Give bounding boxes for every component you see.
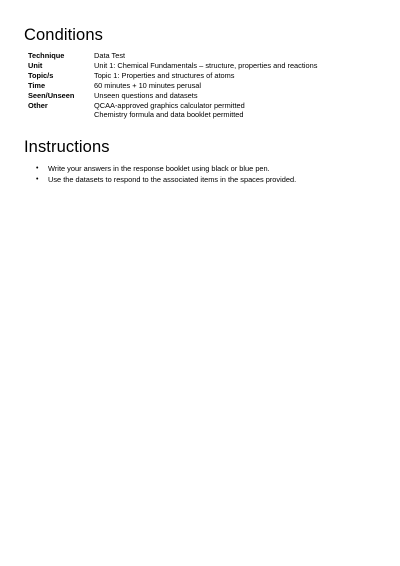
instruction-text: Write your answers in the response booklet using black or blue pen. xyxy=(48,164,270,173)
condition-value xyxy=(94,101,368,121)
instructions-heading: Instructions xyxy=(24,138,110,156)
condition-value xyxy=(94,91,368,101)
condition-value-line: QCAA-approved graphics calculator permitted xyxy=(94,100,245,110)
condition-label: Topic/s xyxy=(28,70,54,80)
condition-row-seen-unseen xyxy=(28,91,368,101)
condition-row-topics xyxy=(28,71,368,81)
condition-value-line: Topic 1: Properties and structures of atoms xyxy=(94,70,235,80)
list-item xyxy=(36,174,376,185)
condition-value xyxy=(94,61,368,71)
condition-value-line: Data Test xyxy=(94,51,126,60)
condition-value xyxy=(94,51,368,61)
condition-value-line: 60 minutes + 10 minutes perusal xyxy=(94,80,202,90)
condition-row-time xyxy=(28,81,368,91)
condition-value-line: Unit 1: Chemical Fundamentals – structure, properties and reactions xyxy=(94,60,318,70)
list-item xyxy=(36,163,376,174)
instruction-text: Use the datasets to respond to the associated items in the spaces provided. xyxy=(48,175,297,184)
condition-value-line: Chemistry formula and data booklet permitted xyxy=(94,110,244,120)
condition-value xyxy=(94,71,368,81)
instructions-list xyxy=(36,163,376,185)
bullet-icon: • xyxy=(36,165,39,172)
condition-row-unit xyxy=(28,61,368,71)
conditions-heading: Conditions xyxy=(24,26,103,44)
condition-label: Unit xyxy=(28,60,43,70)
condition-label: Other xyxy=(28,100,48,110)
bullet-icon: • xyxy=(36,176,39,183)
conditions-table xyxy=(28,51,368,120)
condition-label: Seen/Unseen xyxy=(28,90,75,100)
condition-label: Technique xyxy=(28,51,65,60)
condition-label: Time xyxy=(28,80,46,90)
condition-row-technique xyxy=(28,51,368,61)
condition-value xyxy=(94,81,368,91)
condition-value-line: Unseen questions and datasets xyxy=(94,90,198,100)
condition-row-other xyxy=(28,101,368,121)
